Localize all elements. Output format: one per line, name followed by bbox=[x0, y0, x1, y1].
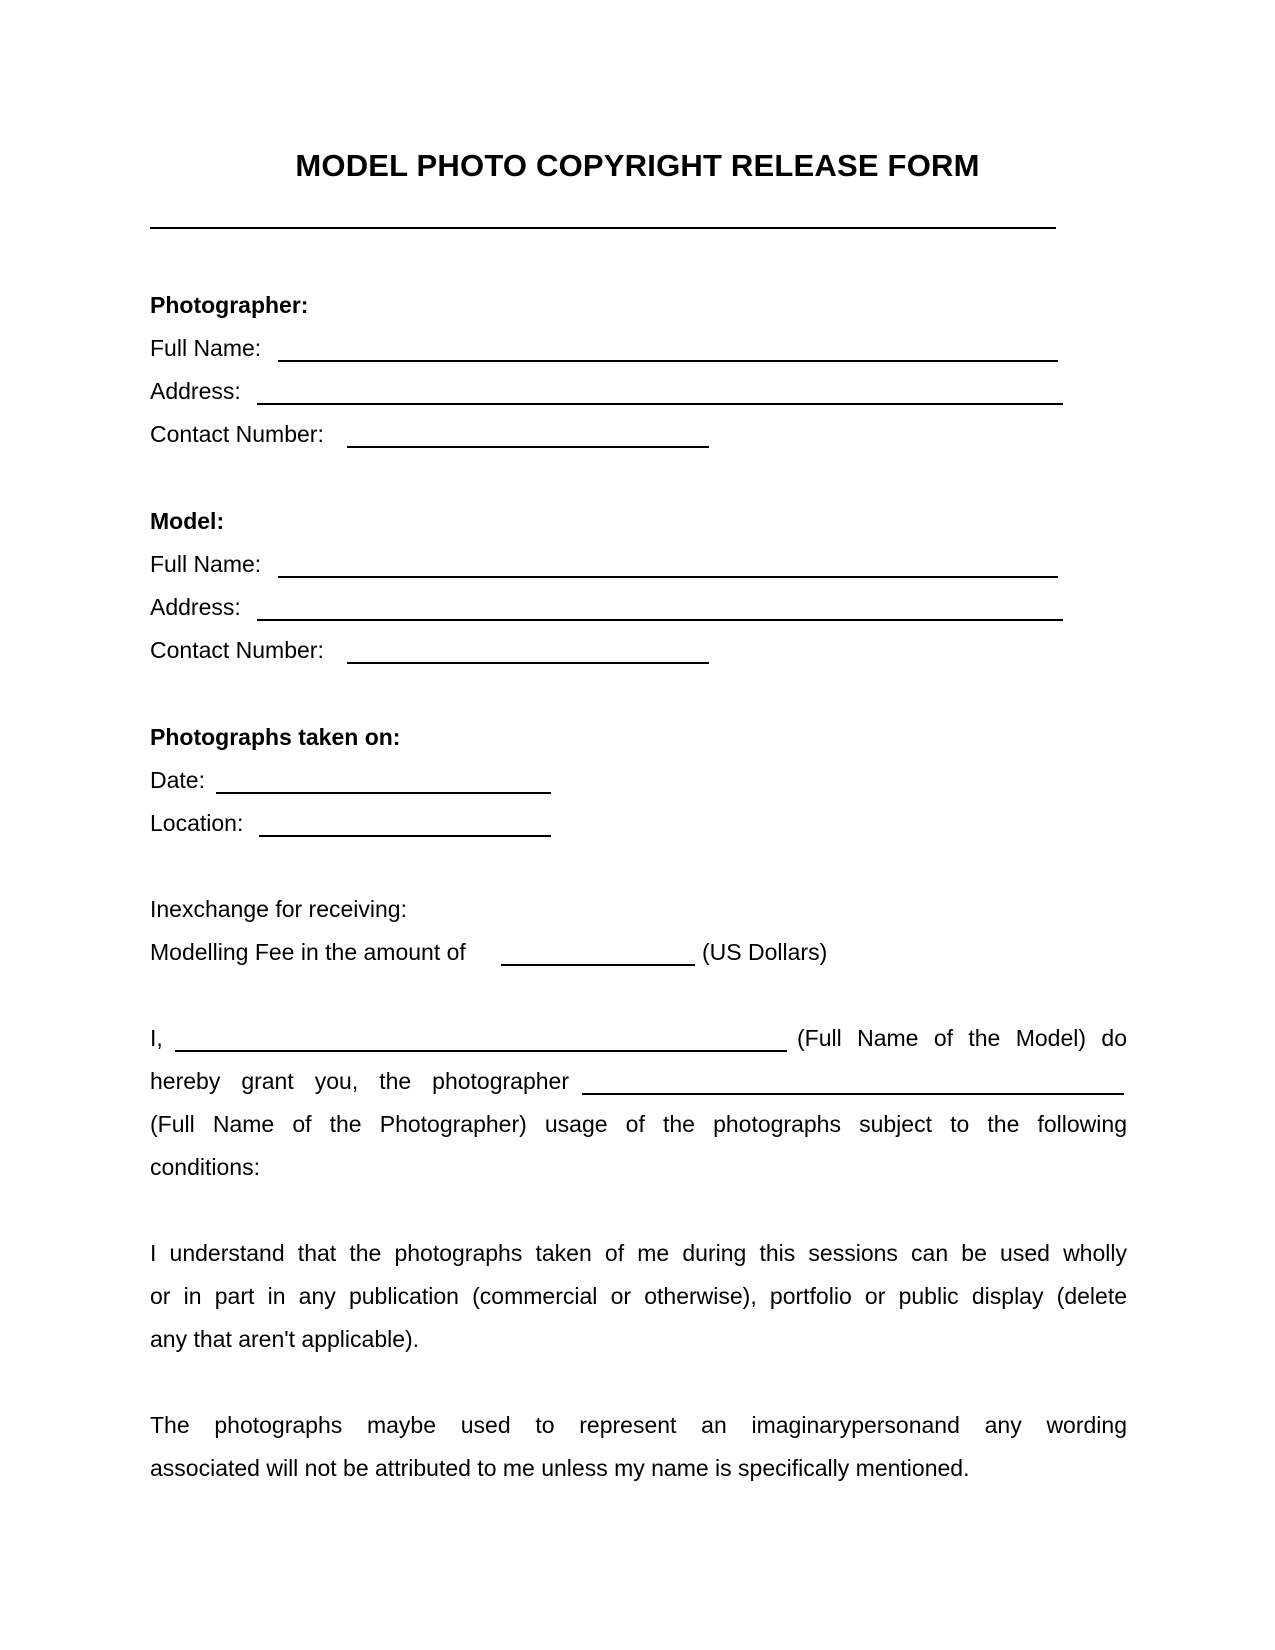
understand-line-1: I understand that the photographs taken of me during this sessions can be used wholly bbox=[150, 1240, 1127, 1266]
photographer-contact-label: Contact Number: bbox=[150, 421, 324, 447]
understand-line-2: or in part in any publication (commercial or otherwise), portfolio or public display (delete bbox=[150, 1283, 1127, 1309]
grant-model-name-field[interactable] bbox=[175, 1050, 787, 1052]
photographer-contact-field[interactable] bbox=[347, 446, 709, 448]
date-label: Date: bbox=[150, 767, 205, 793]
model-heading: Model: bbox=[150, 508, 225, 534]
location-label: Location: bbox=[150, 810, 244, 836]
photographer-full-name-field[interactable] bbox=[278, 360, 1058, 362]
fee-prefix: Modelling Fee in the amount of bbox=[150, 939, 466, 965]
date-field[interactable] bbox=[216, 792, 551, 794]
grant-hereby: hereby grant you, the photographer bbox=[150, 1068, 569, 1094]
understand-line-3: any that aren't applicable). bbox=[150, 1326, 420, 1352]
grant-photographer-name-field[interactable] bbox=[582, 1093, 1124, 1095]
model-contact-label: Contact Number: bbox=[150, 637, 324, 663]
imaginary-line-1: The photographs maybe used to represent an imaginarypersonand any wording bbox=[150, 1412, 1127, 1438]
fee-suffix: (US Dollars) bbox=[702, 939, 828, 965]
title-divider bbox=[150, 227, 1056, 229]
model-address-field[interactable] bbox=[257, 619, 1063, 621]
location-field[interactable] bbox=[259, 835, 551, 837]
form-title: MODEL PHOTO COPYRIGHT RELEASE FORM bbox=[295, 148, 980, 183]
grant-line-3: (Full Name of the Photographer) usage of the photographs subject to the following bbox=[150, 1111, 1127, 1137]
model-contact-field[interactable] bbox=[347, 662, 709, 664]
photographer-address-label: Address: bbox=[150, 378, 241, 404]
imaginary-line-2: associated will not be attributed to me unless my name is specifically mentioned. bbox=[150, 1455, 970, 1481]
photographs-heading: Photographs taken on: bbox=[150, 724, 401, 750]
grant-i-prefix: I, bbox=[150, 1025, 163, 1051]
fee-amount-field[interactable] bbox=[501, 964, 695, 966]
model-address-label: Address: bbox=[150, 594, 241, 620]
model-full-name-label: Full Name: bbox=[150, 551, 262, 577]
photographer-heading: Photographer: bbox=[150, 292, 309, 318]
photographer-full-name-label: Full Name: bbox=[150, 335, 262, 361]
photographer-address-field[interactable] bbox=[257, 403, 1063, 405]
grant-model-suffix: (Full Name of the Model) do bbox=[797, 1025, 1127, 1051]
exchange-intro: Inexchange for receiving: bbox=[150, 896, 407, 922]
grant-line-4: conditions: bbox=[150, 1154, 260, 1180]
model-full-name-field[interactable] bbox=[278, 576, 1058, 578]
